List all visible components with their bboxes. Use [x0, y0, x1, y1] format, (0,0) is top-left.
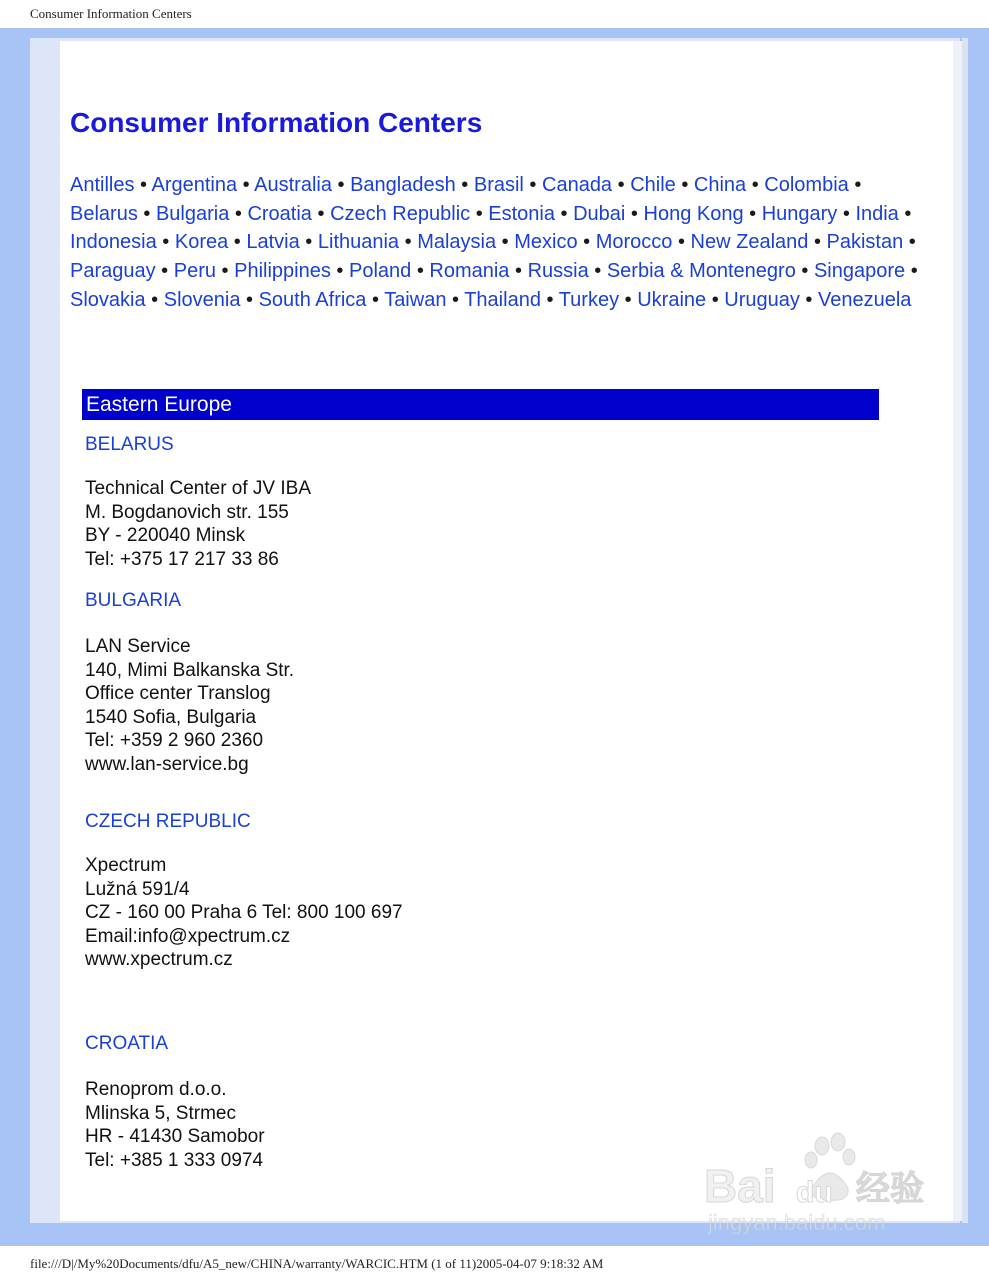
country-link-argentina[interactable]: Argentina [151, 174, 238, 196]
bullet-separator: • [625, 202, 644, 225]
address-line: LAN Service [85, 636, 191, 657]
country-link-taiwan[interactable]: Taiwan [384, 288, 447, 311]
country-heading-czech-republic[interactable]: CZECH REPUBLIC [85, 811, 251, 832]
bullet-separator: • [619, 288, 638, 311]
country-link-china[interactable]: China [693, 174, 747, 196]
bullet-separator: • [509, 260, 528, 283]
bullet-separator: • [240, 288, 259, 311]
address-line: HR - 41430 Samobor [85, 1126, 265, 1148]
country-link-pakistan[interactable]: Pakistan [826, 231, 904, 254]
country-link-poland[interactable]: Poland [348, 260, 412, 283]
country-link-lithuania[interactable]: Lithuania [317, 231, 400, 254]
country-link-latvia[interactable]: Latvia [246, 231, 300, 254]
country-link-list [70, 171, 930, 315]
bullet-separator: • [137, 202, 156, 225]
country-link-uruguay[interactable]: Uruguay [724, 288, 800, 311]
address-belarus [85, 477, 311, 571]
bullet-separator: • [216, 260, 235, 283]
bullet-separator: • [134, 174, 152, 196]
address-bulgaria [85, 635, 294, 777]
country-link-venezuela[interactable]: Venezuela [818, 288, 912, 311]
country-link-brasil[interactable]: Brasil [473, 174, 524, 196]
bullet-separator: • [455, 174, 474, 196]
bullet-separator: • [706, 288, 725, 311]
country-link-serbia-montenegro[interactable]: Serbia & Montenegro [606, 260, 796, 283]
country-link-morocco[interactable]: Morocco [595, 231, 673, 254]
address-line: Technical Center of JV IBA [85, 478, 311, 499]
country-link-slovenia[interactable]: Slovenia [163, 288, 241, 311]
address-line: Lužná 591/4 [85, 878, 190, 900]
bullet-separator: • [311, 202, 331, 225]
address-line: 1540 Sofia, Bulgaria [85, 706, 257, 728]
bullet-separator: • [411, 260, 430, 283]
address-line: www.xpectrum.cz [85, 949, 233, 971]
bullet-separator: • [330, 260, 349, 283]
country-link-mexico[interactable]: Mexico [514, 231, 578, 254]
bullet-separator: • [229, 202, 248, 225]
country-link-malaysia[interactable]: Malaysia [417, 231, 497, 254]
bullet-separator: • [848, 174, 862, 196]
bullet-separator: • [905, 260, 918, 283]
svg-text:du: du [796, 1176, 833, 1209]
bullet-separator: • [540, 288, 559, 311]
country-link-romania[interactable]: Romania [429, 260, 510, 283]
address-line: Email:info@xpectrum.cz [85, 925, 291, 947]
frame-bevel-right [953, 41, 962, 1221]
svg-text:经验: 经验 [856, 1169, 924, 1209]
bullet-separator: • [898, 202, 912, 225]
country-heading-croatia[interactable]: CROATIA [85, 1033, 169, 1054]
bullet-separator: • [399, 231, 418, 254]
bullet-separator: • [228, 231, 247, 254]
country-link-india[interactable]: India [855, 202, 899, 225]
print-header: Consumer Information Centers [30, 6, 192, 21]
address-line: Tel: +375 17 217 33 86 [85, 548, 279, 570]
bullet-separator: • [299, 231, 318, 254]
baidu-watermark-logo [700, 1130, 940, 1240]
country-link-czech-republic[interactable]: Czech Republic [330, 202, 471, 225]
bullet-separator: • [743, 202, 762, 225]
bullet-separator: • [612, 174, 631, 196]
country-link-hong-kong[interactable]: Hong Kong [643, 202, 744, 225]
bullet-separator: • [903, 231, 916, 254]
country-link-canada[interactable]: Canada [542, 174, 613, 196]
address-line: Tel: +359 2 960 2360 [85, 730, 264, 752]
country-link-chile[interactable]: Chile [630, 174, 676, 196]
country-link-singapore[interactable]: Singapore [813, 260, 906, 283]
bullet-separator: • [577, 231, 596, 254]
bullet-separator: • [496, 231, 515, 254]
page-content [60, 41, 953, 1221]
address-line: BY - 220040 Minsk [85, 525, 246, 547]
country-link-belarus[interactable]: Belarus [70, 202, 138, 225]
country-link-australia[interactable]: Australia [254, 174, 332, 196]
country-link-turkey[interactable]: Turkey [558, 288, 620, 311]
country-link-russia[interactable]: Russia [527, 260, 589, 283]
country-link-paraguay[interactable]: Paraguay [70, 260, 156, 283]
country-heading-belarus[interactable]: BELARUS [85, 434, 174, 455]
country-heading-bulgaria[interactable]: BULGARIA [85, 590, 182, 611]
bullet-separator: • [808, 231, 827, 254]
bullet-separator: • [746, 174, 765, 196]
bullet-separator: • [523, 174, 542, 196]
bullet-separator: • [554, 202, 574, 225]
address-line: www.lan-service.bg [85, 753, 249, 775]
frame-bevel-right-outer [962, 38, 968, 1223]
bullet-separator: • [156, 231, 175, 254]
address-line: M. Bogdanovich str. 155 [85, 501, 289, 523]
svg-text:Bai: Bai [704, 1160, 776, 1212]
bullet-separator: • [837, 202, 856, 225]
bullet-separator: • [672, 231, 691, 254]
address-line: Mlinska 5, Strmec [85, 1102, 236, 1124]
bullet-separator: • [795, 260, 814, 283]
country-link-antilles[interactable]: Antilles [70, 174, 135, 196]
bullet-separator: • [145, 288, 164, 311]
country-link-thailand[interactable]: Thailand [464, 288, 541, 311]
bullet-separator: • [237, 174, 255, 196]
address-czech-republic [85, 854, 403, 972]
address-line: Xpectrum [85, 855, 167, 876]
country-link-hungary[interactable]: Hungary [761, 202, 838, 225]
section-header-eastern-europe: Eastern Europe [82, 389, 879, 420]
bullet-separator: • [799, 288, 818, 311]
page-title: Consumer Information Centers [70, 107, 483, 138]
country-link-slovakia[interactable]: Slovakia [70, 288, 146, 311]
country-link-dubai[interactable]: Dubai [573, 202, 626, 225]
country-link-peru[interactable]: Peru [173, 260, 216, 283]
country-link-colombia[interactable]: Colombia [764, 174, 849, 196]
bullet-separator: • [446, 288, 465, 311]
address-line: 140, Mimi Balkanska Str. [85, 659, 295, 681]
bullet-separator: • [155, 260, 174, 283]
bullet-separator: • [470, 202, 489, 225]
address-line: CZ - 160 00 Praha 6 Tel: 800 100 697 [85, 902, 403, 924]
print-footer: file:///D|/My%20Documents/dfu/A5_new/CHINA/warranty/WARCIC.HTM (1 of 11)2005-04-07 9:18:32 AM [30, 1256, 604, 1271]
country-link-indonesia[interactable]: Indonesia [70, 231, 157, 254]
address-croatia [85, 1078, 265, 1172]
address-line: Office center Translog [85, 683, 271, 705]
country-link-ukraine[interactable]: Ukraine [637, 288, 707, 311]
country-link-bangladesh[interactable]: Bangladesh [350, 174, 456, 196]
bullet-separator: • [588, 260, 607, 283]
address-line: Renoprom d.o.o. [85, 1079, 227, 1100]
address-line: Tel: +385 1 333 0974 [85, 1149, 264, 1171]
bullet-separator: • [675, 174, 694, 196]
country-link-bulgaria[interactable]: Bulgaria [155, 202, 230, 225]
country-link-philippines[interactable]: Philippines [234, 260, 331, 283]
country-link-croatia[interactable]: Croatia [247, 202, 312, 225]
bullet-separator: • [331, 174, 351, 196]
country-link-south-africa[interactable]: South Africa [258, 288, 367, 311]
bullet-separator: • [366, 288, 385, 311]
svg-text:jingyan.baidu.com: jingyan.baidu.com [708, 1210, 886, 1235]
country-link-korea[interactable]: Korea [174, 231, 229, 254]
country-link-new-zealand[interactable]: New Zealand [690, 231, 809, 254]
country-link-estonia[interactable]: Estonia [488, 202, 555, 225]
